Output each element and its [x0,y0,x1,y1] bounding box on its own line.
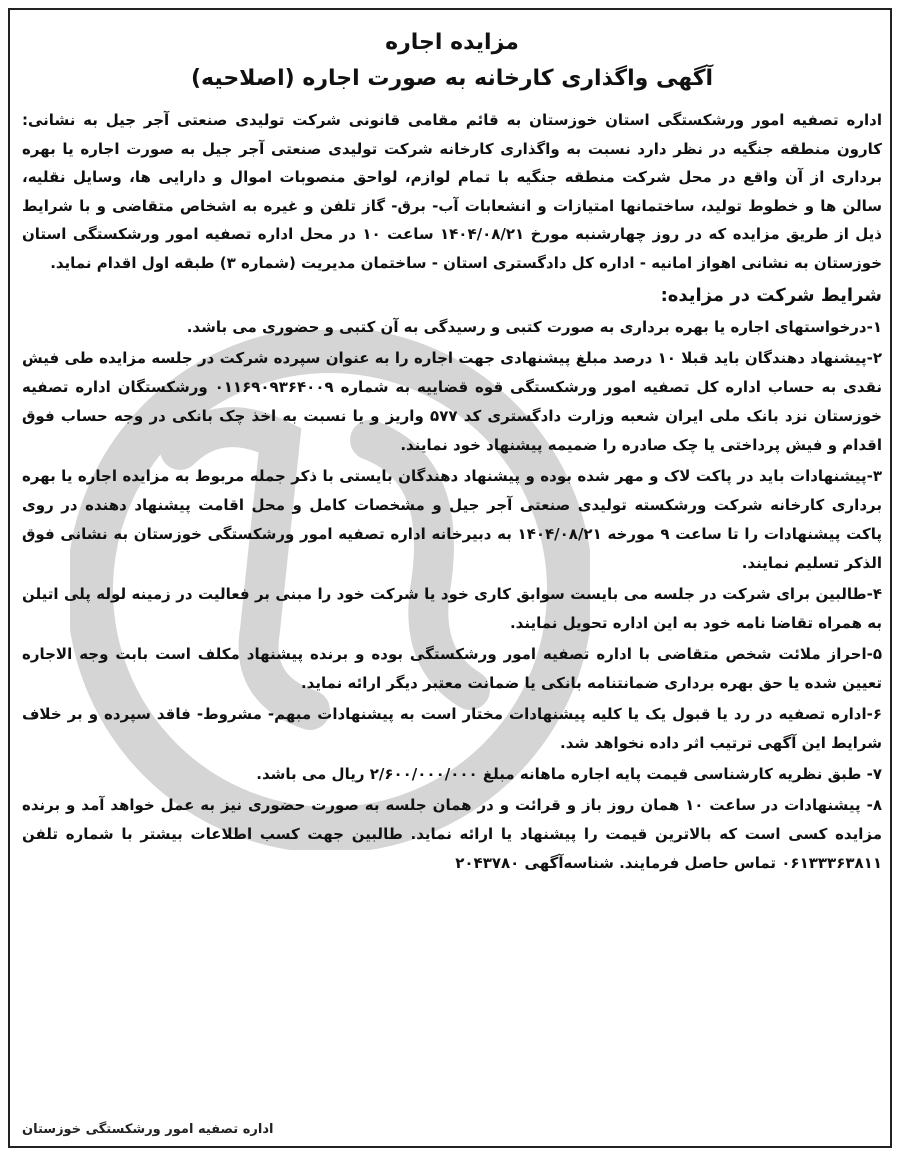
notice-content [22,26,882,880]
issuer-signature: اداره تصفیه امور ورشکستگی خوزستان [22,1122,274,1137]
condition-item: ۳-پیشنهادات باید در پاکت لاک و مهر شده بوده و پیشنهاد دهندگان بایستی با ذکر جمله مربوط به مزایده اجاره یا بهره برداری کارخانه شرکت ورشکسته تولیدی صنعتی آجر جیل و مشخصات کامل و محل اقامت پیشنهاد دهنده در روی پاکت پیشنهادات را تا ساعت ۹ مورخه ۱۴۰۴/۰۸/۲۱ به دبیرخانه اداره تصفیه امور ورشکستگی خوزستان به نشانی فوق الذکر تسلیم نمایند. [22,467,882,572]
condition-item: ۸- پیشنهادات در ساعت ۱۰ همان روز باز و قرائت و در همان جلسه به صورت حضوری نیز به عمل خواهد آمد و برنده مزایده کسی است که بالاترین قیمت را پیشنهاد یا ارائه نماید. طالبین جهت کسب اطلاعات بیشتر با شماره تلفن ۰۶۱۳۳۳۶۳۸۱۱ تماس حاصل فرمایند. شناسه‌آگهی ۲۰۴۳۷۸۰ [22,796,882,872]
conditions-heading: شرایط شرکت در مزایده: [660,285,882,306]
condition-item: ۷- طبق نظریه کارشناسی قیمت پایه اجاره ماهانه مبلغ ۲/۶۰۰/۰۰۰/۰۰۰ ریال می باشد. [256,765,882,783]
condition-item: ۴-طالبین برای شرکت در جلسه می بایست سوابق کاری خود یا شرکت خود را مبنی بر فعالیت در زمینه لوله پلی اتیلن به همراه تقاضا نامه خود به این اداره تحویل نمایند. [22,585,882,632]
notice-subtitle: آگهی واگذاری کارخانه به صورت اجاره (اصلاحیه) [190,66,714,91]
condition-item: ۶-اداره تصفیه در رد یا قبول یک یا کلیه پیشنهادات مختار است به پیشنهادات مبهم- مشروط- فاقد سپرده و بر خلاف شرایط این آگهی ترتیب اثر داده نخواهد شد. [22,705,882,752]
notice-intro: اداره تصفیه امور ورشکستگی استان خوزستان به قائم مقامی قانونی شرکت تولیدی صنعتی آجر جیل به نشانی: کارون منطقه جنگیه در نظر دارد نسبت به واگذاری کارخانه شرکت تولیدی صنعتی آجر جیل به صورت اجاره یا بهره برداری از آن واقع در محل شرکت منطقه جنگیه با تمام لوازم، لواحق منصوبات اموال و دارایی ها، وسایل نقلیه، سالن ها و خطوط تولید، ساختمانها امتیازات و انشعابات آب- برق- گاز تلفن و غیره به اشخاص متقاضی و با شرایط ذیل از طریق مزایده که در روز چهارشنبه مورخ ۱۴۰۴/۰۸/۲۱ ساعت ۱۰ در محل اداره تصفیه امور ورشکستگی استان خوزستان به نشانی اهواز امانیه - اداره کل دادگستری استان - ساختمان مدیریت (شماره ۳) طبقه اول اقدام نماید. [22,111,882,272]
condition-item: ۱-درخواستهای اجاره یا بهره برداری به صورت کتبی و رسیدگی به آن کتبی و حضوری می باشد. [186,318,882,336]
notice-title: مزایده اجاره [385,30,519,55]
condition-item: ۵-احراز ملائت شخص متقاضی با اداره تصفیه امور ورشکستگی بوده و برنده پیشنهاد مکلف است بابت وجه الاجاره تعیین شده یا حق بهره برداری ضمانتنامه بانکی یا ضمانت معتبر دیگر ارائه نماید. [22,645,882,692]
condition-item: ۲-پیشنهاد دهندگان باید قبلا ۱۰ درصد مبلغ پیشنهادی جهت اجاره را به عنوان سپرده شرکت در جلسه مزایده طی فیش نقدی به حساب اداره کل تصفیه امور ورشکستگی قوه قضاییه به شماره ۰۱۱۶۹۰۹۳۶۴۰۰۹ ورشکستگان اداره تصفیه خوزستان نزد بانک ملی ایران شعبه وزارت دادگستری کد ۵۷۷ واریز و یا نسبت به اخذ چک بانکی در وجه حساب فوق اقدام و فیش پرداختی یا چک صادره را ضمیمه پیشنهاد خود نمایند. [22,349,882,454]
